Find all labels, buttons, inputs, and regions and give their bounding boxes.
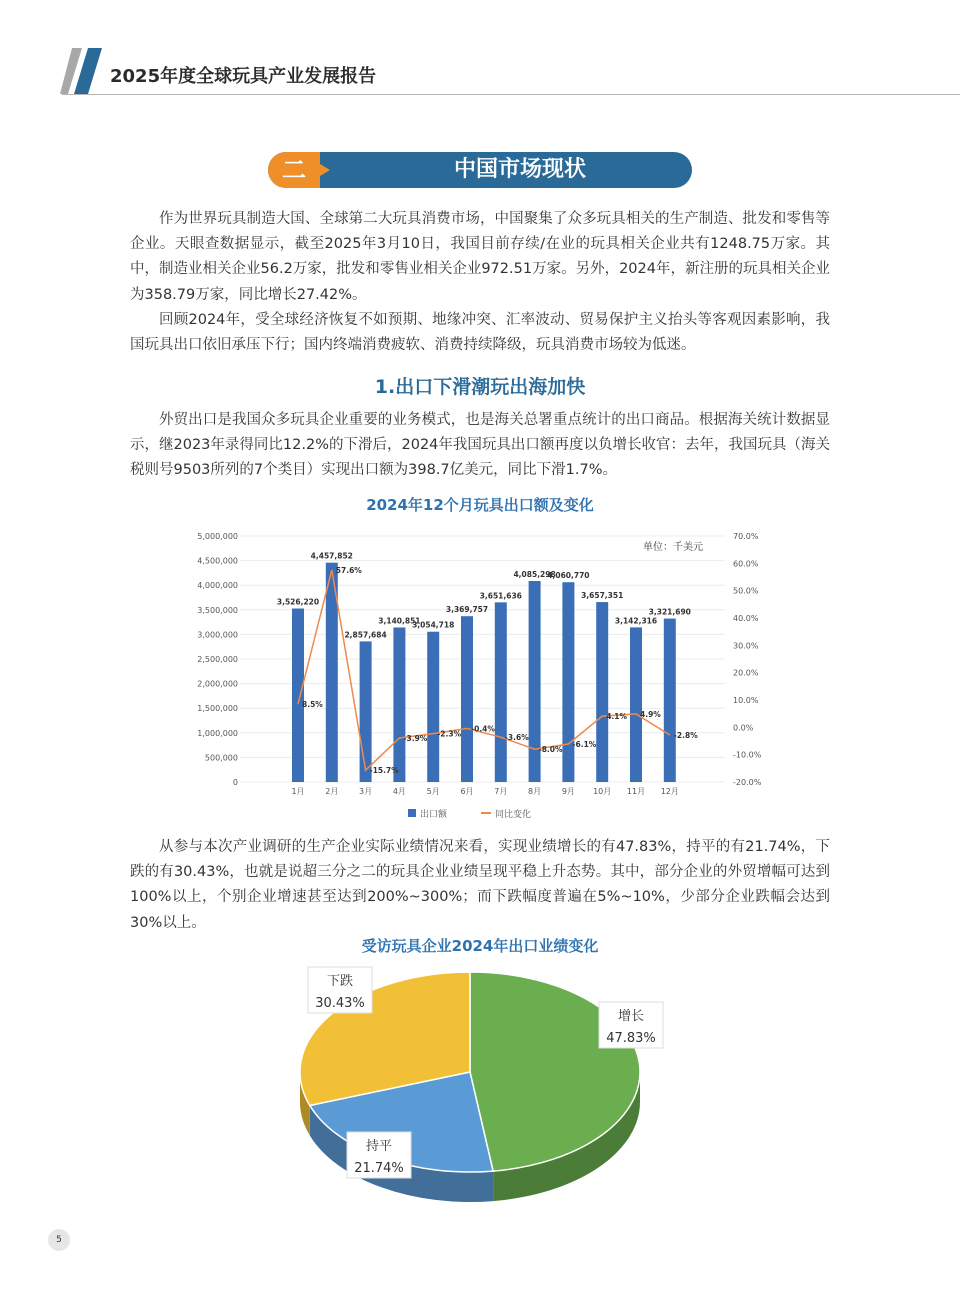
export-performance-pie-chart xyxy=(0,960,960,1210)
x-tick-label: 11月 xyxy=(626,787,646,796)
bar xyxy=(664,619,676,782)
export-bar-line-chart xyxy=(0,520,960,830)
bar xyxy=(495,602,507,782)
pie-label-value: 21.74% xyxy=(354,1161,404,1176)
x-tick-label: 7月 xyxy=(494,787,508,796)
header-divider xyxy=(62,94,960,95)
header-stripe-icon xyxy=(60,46,106,96)
unit-note: 单位：千美元 xyxy=(643,542,703,553)
y-tick-label: 3,000,000 xyxy=(197,630,238,640)
legend-bar-label: 出口额 xyxy=(420,810,448,820)
report-title: 2025年度全球玩具产业发展报告 xyxy=(110,66,377,87)
y2-tick-label: -20.0% xyxy=(733,778,762,787)
x-tick-label: 9月 xyxy=(561,787,575,796)
x-tick-label: 5月 xyxy=(426,787,440,796)
paragraph-3: 外贸出口是我国众多玩具企业重要的业务模式，也是海关总署重点统计的出口商品。根据海关统计数据显示，继2023年录得同比12.2%的下滑后，2024年我国玩具出口额再度以负增长收官：去年，我国玩具（海关税则号9503所列的7个类目）实现出口额为398.7亿美元，同比下滑1.7%。 xyxy=(130,412,830,479)
bar xyxy=(562,582,574,782)
page-number: 5 xyxy=(48,1229,70,1251)
pie-label-name: 增长 xyxy=(617,1009,645,1024)
bar-value-label: 4,060,770 xyxy=(547,571,590,581)
x-tick-label: 8月 xyxy=(528,787,542,796)
y2-tick-label: 20.0% xyxy=(733,668,759,678)
bar-value-label: 2,857,684 xyxy=(344,630,387,640)
bar xyxy=(292,609,304,782)
bar xyxy=(360,641,372,782)
legend-bar-swatch xyxy=(408,809,416,817)
y-tick-label: 2,500,000 xyxy=(197,655,238,664)
bar xyxy=(596,602,608,782)
line-value-label: -3.9% xyxy=(403,733,428,743)
section-banner xyxy=(268,152,692,188)
line-value-label: -2.8% xyxy=(673,730,698,740)
line-value-label: -6.1% xyxy=(572,740,597,750)
x-tick-label: 6月 xyxy=(460,787,474,796)
bar-value-label: 3,526,220 xyxy=(276,597,320,607)
pie-label-value: 47.83% xyxy=(606,1031,656,1046)
bar-value-label: 4,085,298 xyxy=(513,570,556,580)
section-title: 中国市场现状 xyxy=(453,157,586,182)
line-value-label: -8.0% xyxy=(538,745,563,755)
y-tick-label: 4,500,000 xyxy=(197,556,238,566)
y2-tick-label: 50.0% xyxy=(733,586,759,596)
subheading: 1.出口下滑潮玩出海加快 xyxy=(374,376,586,398)
bar-value-label: 3,369,757 xyxy=(445,605,489,615)
line-value-label: 57.6% xyxy=(335,565,362,575)
line-value-label: 4.1% xyxy=(606,712,628,722)
x-tick-label: 3月 xyxy=(359,787,373,796)
line-value-label: 8.5% xyxy=(302,700,323,710)
line-value-label: -0.4% xyxy=(471,724,495,734)
bar-value-label: 3,651,636 xyxy=(479,591,522,601)
bar-value-label: 3,142,316 xyxy=(614,616,658,626)
y-tick-label: 4,000,000 xyxy=(197,581,238,591)
x-tick-label: 2月 xyxy=(325,787,339,796)
bar-value-label: 3,140,851 xyxy=(378,616,421,626)
line-value-label: -3.6% xyxy=(504,733,529,743)
bar xyxy=(393,627,405,782)
bar-chart-title: 2024年12个月玩具出口额及变化 xyxy=(366,496,594,514)
y-tick-label: 2,000,000 xyxy=(197,679,238,689)
bar xyxy=(427,632,439,782)
y-tick-label: 5,000,000 xyxy=(197,532,238,541)
y-tick-label: 500,000 xyxy=(204,753,238,763)
line-value-label: -15.7% xyxy=(369,766,399,776)
y-tick-label: 1,500,000 xyxy=(197,704,238,714)
y2-tick-label: -10.0% xyxy=(733,750,762,760)
pie-label-value: 30.43% xyxy=(315,996,365,1011)
bar-value-label: 3,657,351 xyxy=(581,591,624,601)
section-number: 二 xyxy=(268,152,320,188)
pie-label-name: 下跌 xyxy=(326,974,354,989)
y2-tick-label: 30.0% xyxy=(733,641,759,651)
y2-tick-label: 60.0% xyxy=(733,559,759,569)
pie-label-name: 持平 xyxy=(365,1139,393,1154)
paragraph-4: 从参与本次产业调研的生产企业实际业绩情况来看，实现业绩增长的有47.83%，持平的有21.74%，下跌的有30.43%，也就是说超三分之二的玩具企业业绩呈现平稳上升态势。其中，部分企业的外贸增幅可达到100%以上，个别企业增速甚至达到200%~300%；而下跌幅度普遍在5%~10%，少部分企业跌幅会达到30%以上。 xyxy=(130,839,830,931)
bar-value-label: 4,457,852 xyxy=(310,551,353,561)
section-arrow-icon xyxy=(320,164,330,176)
bar-value-label: 3,321,690 xyxy=(648,607,691,617)
y-tick-label: 3,500,000 xyxy=(197,605,238,615)
paragraph-1: 作为世界玩具制造大国、全球第二大玩具消费市场，中国聚集了众多玩具相关的生产制造、批发和零售等企业。天眼查数据显示，截至2025年3月10日，我国目前存续/在业的玩具相关企业共有1248.75万家。其中，制造业相关企业56.2万家，批发和零售业相关企业972.51万家。另外，2024年，新注册的玩具相关企业为358.79万家，同比增长27.42%。 xyxy=(130,211,830,303)
y2-tick-label: 0.0% xyxy=(733,723,754,733)
x-tick-label: 12月 xyxy=(660,787,679,796)
y-tick-label: 0 xyxy=(232,778,238,787)
y2-tick-label: 10.0% xyxy=(733,696,759,705)
x-tick-label: 4月 xyxy=(392,787,406,796)
line-value-label: -2.3% xyxy=(437,729,462,739)
bar xyxy=(461,616,473,782)
y2-tick-label: 40.0% xyxy=(733,614,759,623)
pie-chart-title: 受访玩具企业2024年出口业绩变化 xyxy=(361,937,599,955)
paragraph-2: 回顾2024年，受全球经济恢复不如预期、地缘冲突、汇率波动、贸易保护主义抬头等客观因素影响，我国玩具出口依旧承压下行；国内终端消费疲软、消费持续降级，玩具消费市场较为低迷。 xyxy=(130,312,830,354)
x-tick-label: 1月 xyxy=(291,787,305,796)
x-tick-label: 10月 xyxy=(593,787,612,796)
y2-tick-label: 70.0% xyxy=(733,532,759,541)
legend-line-label: 同比变化 xyxy=(495,810,532,820)
y-tick-label: 1,000,000 xyxy=(197,728,238,738)
bar-value-label: 3,054,718 xyxy=(412,620,455,630)
line-value-label: 4.9% xyxy=(640,709,661,719)
bar xyxy=(630,627,642,782)
